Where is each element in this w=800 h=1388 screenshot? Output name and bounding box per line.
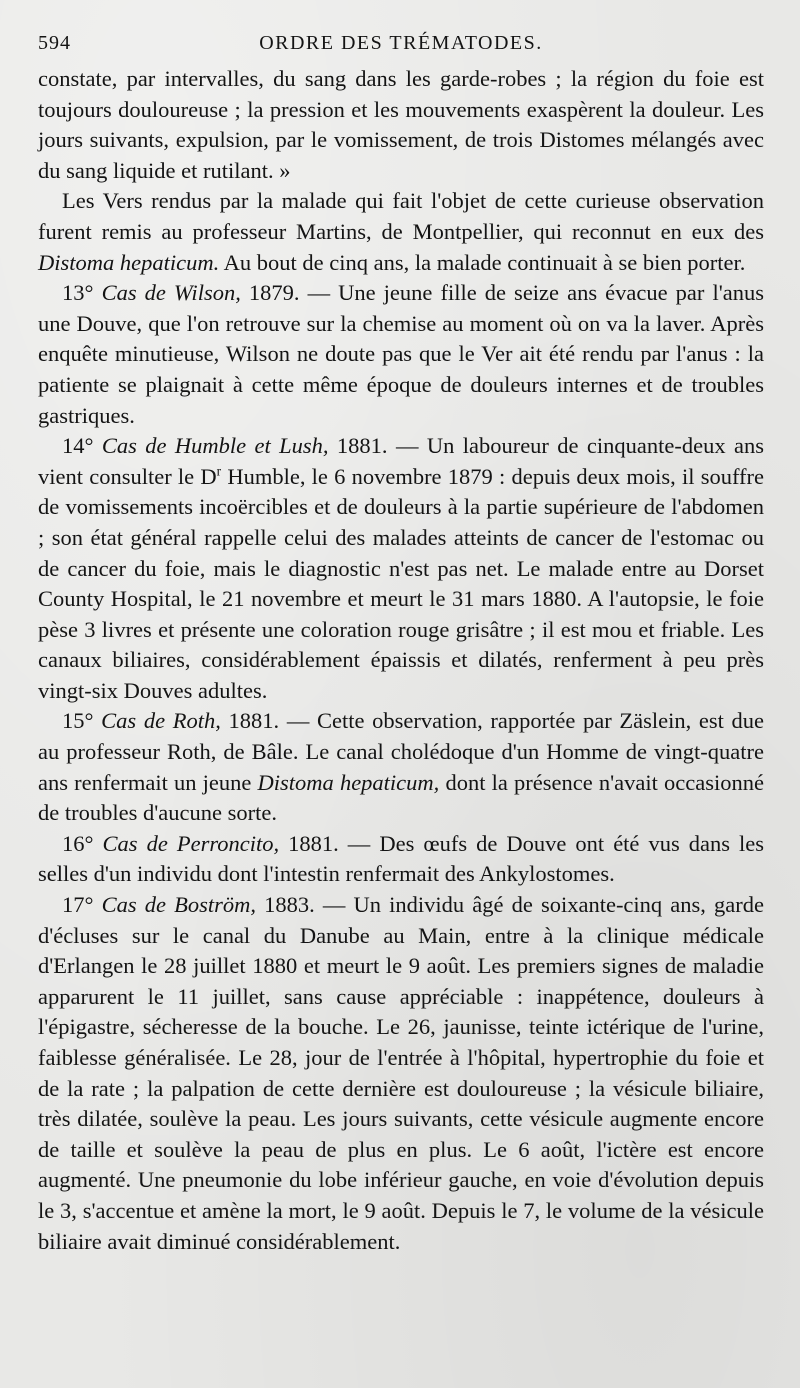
case-14 xyxy=(38,431,764,706)
case-title: Cas de Perroncito, xyxy=(102,830,280,856)
case-text: Humble, le 6 novembre 1879 : depuis deux mois, il souffre de vomissements incoërcibles et de douleurs à la partie supérieure de l'abdomen ; son état général rappelle celui des malades atteints de cancer de l'estomac ou de cancer du foie, mais le diagnostic n'est pas net. Le malade entre au Dorset County Hospital, le 21 novembre et meurt le 31 mars 1880. A l'autopsie, le foie pèse 3 livres et présente une coloration rouge grisâtre ; il est mou et friable. Les canaux biliaires, considérablement épaissis et dilatés, renferment à peu près vingt-six Douves adultes. xyxy=(38,463,765,703)
page-number: 594 xyxy=(38,32,71,54)
case-text: 1881. — Cette observation, rapportée par Zäslein, est due au professeur Roth, de Bâle. Le canal cholédoque d'un Homme de vingt-quatre ans renfermait un jeune xyxy=(38,708,765,795)
species-name: Distoma hepaticum, xyxy=(257,769,440,795)
case-text: dont la présence n'avait occasionné de troubles d'aucune sorte. xyxy=(38,769,764,826)
case-text: 1881. — Un laboureur de cinquante-deux ans vient consulter le D xyxy=(38,433,764,489)
body-text xyxy=(38,64,764,1257)
paragraph-text: Au bout de cinq ans, la malade continuait à se bien porter. xyxy=(219,249,746,275)
case-title: Cas de Wilson, xyxy=(101,280,241,306)
case-13 xyxy=(38,278,764,431)
case-title: Cas de Humble et Lush, xyxy=(101,433,329,459)
case-text: 1879. — Une jeune fille de seize ans évacue par l'anus une Douve, que l'on retrouve sur la chemise au moment où on va la laver. Après enquête minutieuse, Wilson ne doute pas que le Ver ait été rendu par l'anus : la patiente se plaignait à cette même époque de douleurs internes et de troubles gastriques. xyxy=(38,280,764,428)
paragraph-text: constate, par intervalles, du sang dans les garde-robes ; la région du foie est toujours douloureuse ; la pression et les mouvements exaspèrent la douleur. Les jours suivants, expulsion, par le vomissement, de trois Distomes mélangés avec du sang liquide et rutilant. » xyxy=(38,66,764,183)
paragraph-continuation xyxy=(38,64,764,186)
case-title: Cas de Roth, xyxy=(101,708,221,734)
species-name: Distoma hepaticum. xyxy=(38,249,220,275)
case-text: 1883. — Un individu âgé de soixante-cinq ans, garde d'écluses sur le canal du Danube au Main, entre à la clinique médicale d'Erlangen le 28 juillet 1880 et meurt le 9 août. Les premiers signes de maladie apparurent le 11 juillet, sans cause appréciable : inappétence, douleurs à l'épigastre, sécheresse de la bouche. Le 26, jaunisse, teinte ictérique de l'urine, faiblesse généralisée. Le 28, jour de l'entrée à l'hôpital, hypertrophie du foie et de la rate ; la palpation de cette dernière est douloureuse ; la vésicule biliaire, très dilatée, soulève la peau. Les jours suivants, cette vésicule augmente encore de taille et soulève la peau de plus en plus. Le 6 août, l'ictère est encore augmenté. Une pneumonie du lobe inférieur gauche, en voie d'évolution depuis le 3, s'accentue et amène la mort, le 9 août. Depuis le 7, le volume de la vésicule biliaire avait diminué considérablement. xyxy=(38,892,764,1254)
paragraph-text: Les Vers rendus par la malade qui fait l'objet de cette curieuse observation furent remis au professeur Martins, de Montpellier, qui reconnut en eux des xyxy=(38,188,764,244)
case-number: 16° xyxy=(62,830,94,856)
paragraph-martins xyxy=(38,186,764,278)
case-15 xyxy=(38,706,764,828)
case-title: Cas de Boström, xyxy=(101,892,257,918)
superscript: r xyxy=(216,463,222,479)
case-text: 1881. — Des œufs de Douve ont été vus dans les selles d'un individu dont l'intestin renfermait des Ankylostomes. xyxy=(38,830,764,887)
case-17 xyxy=(38,890,764,1257)
case-number: 15° xyxy=(62,708,94,734)
case-16 xyxy=(38,829,764,890)
case-number: 13° xyxy=(62,280,94,306)
running-title: ORDRE DES TRÉMATODES. xyxy=(259,32,543,54)
running-head xyxy=(38,28,764,64)
case-number: 17° xyxy=(62,892,94,918)
case-number: 14° xyxy=(62,433,94,459)
